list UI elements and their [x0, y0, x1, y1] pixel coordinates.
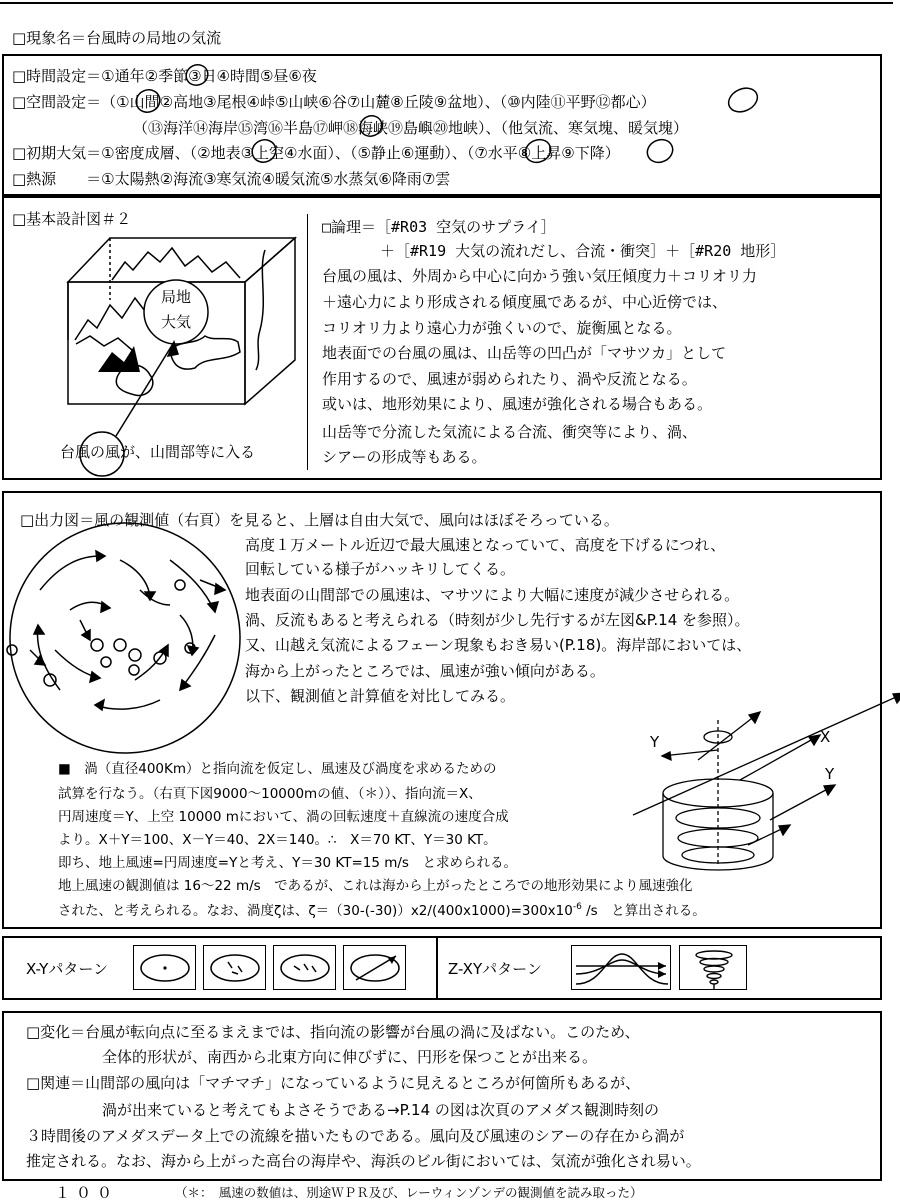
page-number: １００	[55, 1184, 119, 1202]
design-title: □基本設計図＃２	[12, 210, 132, 228]
footer-note: （＊： 風速の数値は、別途ＷＰＲ及び、レーウィンゾンデの観測値を読み取った）	[175, 1185, 643, 1200]
relation-line-4: 推定される。なお、海から上がった高台の海岸や、海浜のビル街においては、気流が強化され易い。	[26, 1152, 701, 1170]
atmosphere-setting: □初期大気＝①密度成層、（②地表③上空④水面）、（⑤静止⑥運動）、（⑦水平⑧上昇⑨下降）	[12, 144, 620, 162]
output-line-1: □出力図＝風の観測値（右頁）を見ると、上層は自由大気で、風向はほぼそろっている。	[20, 511, 619, 529]
vortex-label-y1: Y	[650, 733, 660, 751]
calc-line-7	[58, 903, 706, 919]
change-line-2: 全体的形状が、南西から北東方向に伸びずに、円形を保つことが出来る。	[102, 1048, 598, 1066]
logic-line-4: ＋遠心力により形成される傾度風であるが、中心近傍では、	[322, 293, 728, 311]
space-setting-cont: （⑬海洋⑭海岸⑮湾⑯半島⑰岬⑱海峡⑲島嶼⑳地峡）、（他気流、寒気塊、暖気塊）	[133, 119, 689, 137]
logic-line-1: □論理＝［#R03 空気のサプライ］	[322, 218, 556, 236]
time-setting: □時間設定＝①通年②季節③日④時間⑤昼⑥夜	[12, 67, 317, 85]
logic-line-6: 地表面での台風の風は、山岳等の凹凸が「マサツカ」として	[322, 344, 727, 362]
xy-pattern-2	[203, 945, 266, 990]
logic-line-8: 或いは、地形効果により、風速が強化される場合もある。	[322, 395, 713, 413]
output-line-8: 以下、観測値と計算値を対比してみる。	[245, 687, 516, 705]
zxy-pattern-2	[679, 945, 747, 990]
calc-line-5: 即ち、地上風速=円周速度=Yと考え、Y＝30 KT=15 m/s と求められる。	[58, 855, 517, 871]
xy-pattern-1	[133, 945, 196, 990]
calc-line-6: 地上風速の観測値は 16～22 m/s であるが、これは海から上がったところでの地形効果により風速強化	[58, 878, 693, 894]
logic-line-10: シアーの形成等もある。	[322, 448, 487, 466]
space-setting: □空間設定＝（①山間②高地③尾根④峠⑤山峡⑥谷⑦山麓⑧丘陵⑨盆地）、（⑩内陸⑪平野⑫都心）	[12, 93, 656, 111]
vorticity-unit: /s と算出される。	[581, 903, 706, 919]
vortex-label-y2: Y	[825, 765, 835, 783]
logic-line-2: ＋［#R19 大気の流れだし、合流・衝突］＋［#R20 地形］	[380, 242, 786, 260]
output-line-4: 地表面の山間部での風速は、マサツにより大幅に速度が減少させられる。	[245, 586, 740, 604]
relation-line-1: □関連＝山間部の風向は「マチマチ」になっているように見えるところが何箇所もあるが、	[26, 1074, 641, 1092]
vorticity-formula: された、と考えられる。なお、渦度ζは、ζ＝（30-(-30)）x2/(400x1000)=300x10	[58, 903, 573, 919]
xy-pattern-3	[273, 945, 336, 990]
vortex-label-x: X	[820, 728, 831, 746]
relation-line-3: ３時間後のアメダスデータ上での流線を描いたものである。風向及び風速のシアーの存在から渦が	[26, 1127, 685, 1145]
logic-line-5: コリオリ力より遠心力が強くいので、旋衡風となる。	[322, 319, 682, 337]
change-line-1: □変化＝台風が転向点に至るまえまでは、指向流の影響が台風の渦に及ばない。このため、	[26, 1023, 640, 1041]
zxy-pattern-1	[571, 945, 671, 990]
pattern-divider	[436, 936, 438, 1000]
calc-line-3: 円周速度＝Y、上空 10000 mにおいて、渦の回転速度＋直線流の速度合成	[58, 809, 509, 825]
logic-line-9: 山岳等で分流した気流による合流、衝突等により、渦、	[322, 423, 698, 441]
calc-line-1: ■ 渦（直径400Km）と指向流を仮定し、風速及び渦度を求めるための	[58, 761, 497, 777]
calc-line-2: 試算を行なう。（右頁下図9000～10000mの値、（＊））、指向流＝X、	[58, 786, 482, 802]
heat-source-setting: □熱源 ＝①太陽熱②海流③寒気流④暖気流⑤水蒸気⑥降雨⑦雲	[12, 170, 451, 188]
logic-line-3: 台風の風は、外周から中心に向かう強い気圧傾度力＋コリオリ力	[322, 267, 757, 285]
output-line-7: 海から上がったところでは、風速が強い傾向がある。	[245, 662, 605, 680]
vorticity-exponent: -6	[572, 902, 582, 912]
bubble-label-2: 大気	[161, 313, 192, 331]
xy-pattern-4	[343, 945, 406, 990]
zxy-pattern-label: Z-XYパターン	[448, 960, 542, 978]
diagram-caption: 台風の風が、山間部等に入る	[60, 443, 256, 461]
relation-line-2: 渦が出来ていると考えてもよさそうである→P.14 の図は次頁のアメダス観測時刻の	[102, 1101, 660, 1119]
calc-line-4: より。X＋Y＝100、X－Y＝40、2X＝140。∴ X＝70 KT、Y＝30 KT。	[58, 832, 497, 848]
phenomenon-title: □現象名＝台風時の局地の気流	[12, 29, 222, 47]
logic-line-7: 作用するので、風速が弱められたり、渦や反流となる。	[322, 370, 697, 388]
output-line-2: 高度１万メートル近辺で最大風速となっていて、高度を下げるにつれ、	[245, 536, 726, 554]
output-line-3: 回転している様子がハッキリしてくる。	[245, 560, 516, 578]
output-line-5: 渦、反流もあると考えられる（時刻が少し先行するが左図&P.14 を参照）。	[245, 611, 750, 629]
bubble-label-1: 局地	[161, 288, 192, 306]
output-line-6: 又、山越え気流によるフェーン現象もおき易い(P.18)。海岸部においては、	[245, 636, 752, 654]
xy-pattern-label: X-Yパターン	[26, 960, 109, 978]
